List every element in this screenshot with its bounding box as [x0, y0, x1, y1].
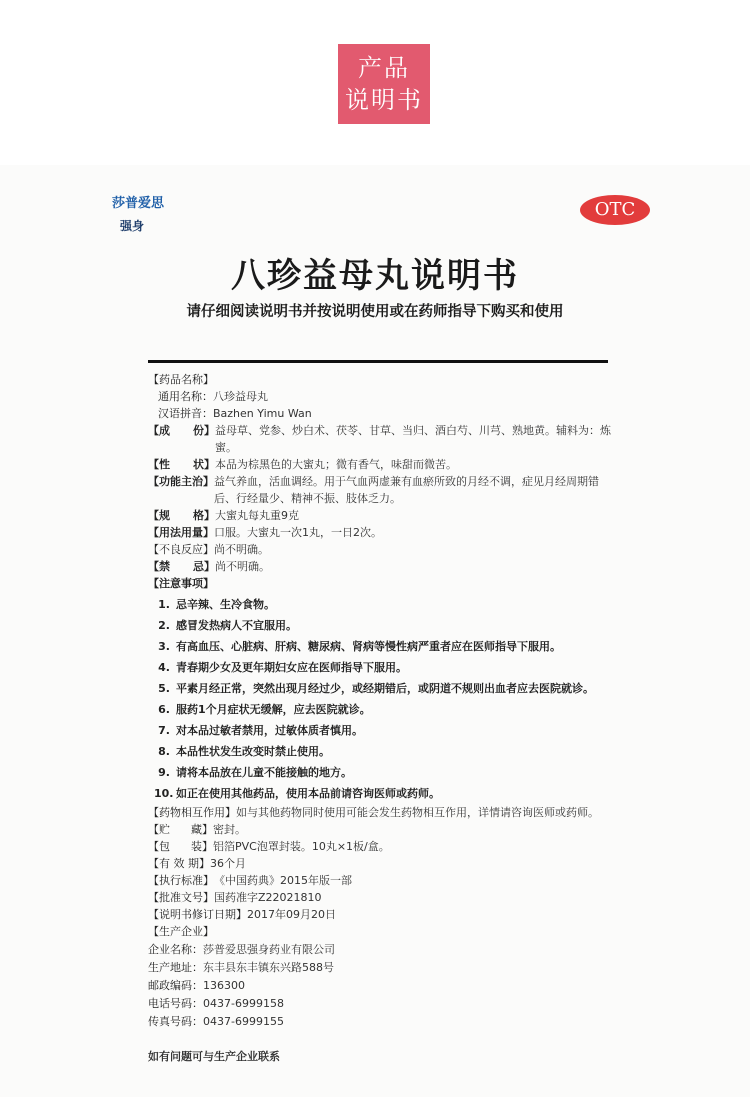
character-row — [148, 456, 618, 473]
interactions-row — [148, 804, 618, 821]
note-item — [148, 701, 618, 718]
section-label: 【执行标准】 — [148, 874, 214, 887]
brand-name: 莎普爱思 — [112, 196, 165, 211]
field-value: 136300 — [203, 979, 245, 992]
document-title: 八珍益母丸说明书 — [231, 256, 519, 296]
note-number: 8. — [158, 745, 170, 758]
badge-line-1: 产品 — [358, 54, 410, 82]
document-subtitle: 请仔细阅读说明书并按说明使用或在药师指导下购买和使用 — [186, 304, 564, 320]
note-item — [148, 743, 618, 760]
spec-row — [148, 507, 618, 524]
badge-line-2: 说明书 — [345, 86, 423, 114]
ingredients-row — [148, 422, 618, 456]
note-text: 青春期少女及更年期妇女应在医师指导下服用。 — [176, 661, 407, 674]
section-label: 【批准文号】 — [148, 891, 214, 904]
manufacturer-block — [148, 941, 618, 1030]
section-value: 《中国药典》2015年版一部 — [214, 874, 352, 887]
company-row — [148, 941, 618, 958]
note-number: 1. — [158, 598, 170, 611]
note-text: 有高血压、心脏病、肝病、糖尿病、肾病等慢性病严重者应在医师指导下服用。 — [176, 640, 561, 653]
field-label: 企业名称： — [148, 943, 203, 956]
note-number: 10. — [154, 787, 174, 800]
section-value: 口服。大蜜丸一次1丸，一日2次。 — [214, 526, 382, 539]
section-label: 【不良反应】 — [148, 543, 214, 556]
address-row — [148, 959, 618, 976]
section-value: 如与其他药物同时使用可能会发生药物相互作用，详情请咨询医师或药师。 — [236, 806, 599, 819]
note-number: 3. — [158, 640, 170, 653]
field-label: 电话号码： — [148, 997, 203, 1010]
contact-note: 如有问题可与生产企业联系 — [148, 1050, 280, 1063]
postcode-row — [148, 977, 618, 994]
section-value: 铝箔PVC泡罩封装。10丸×1板/盒。 — [212, 840, 390, 853]
adverse-row — [148, 541, 618, 558]
contraindications-row — [148, 558, 618, 575]
field-value: 0437-6999158 — [203, 997, 284, 1010]
section-label: 【禁 忌】 — [148, 560, 215, 573]
field-value: 东丰县东丰镇东兴路588号 — [203, 961, 334, 974]
note-text: 平素月经正常，突然出现月经过少，或经期错后，或阴道不规则出血者应去医院就诊。 — [176, 682, 594, 695]
note-text: 本品性状发生改变时禁止使用。 — [176, 745, 330, 758]
notes-heading — [148, 575, 618, 592]
section-value: 密封。 — [212, 823, 246, 836]
note-item — [148, 764, 618, 781]
section-value: 尚不明确。 — [214, 543, 269, 556]
section-label: 【包 装】 — [148, 840, 213, 853]
field-label: 汉语拼音： — [158, 407, 213, 420]
section-value: 36个月 — [210, 857, 246, 870]
note-item — [148, 638, 618, 655]
field-label: 传真号码： — [148, 1015, 203, 1028]
otc-badge: OTC — [580, 195, 650, 225]
fax-row — [148, 1013, 618, 1030]
section-label: 【用法用量】 — [148, 526, 214, 539]
note-text: 忌辛辣、生冷食物。 — [176, 598, 275, 611]
note-item — [148, 785, 618, 802]
note-item — [148, 659, 618, 676]
note-text: 如正在使用其他药品，使用本品前请咨询医师或药师。 — [176, 787, 440, 800]
note-text: 对本品过敏者禁用，过敏体质者慎用。 — [176, 724, 363, 737]
indications-row — [148, 473, 618, 507]
field-label: 通用名称： — [158, 390, 213, 403]
field-value: 八珍益母丸 — [213, 390, 268, 403]
usage-row — [148, 524, 618, 541]
note-text: 感冒发热病人不宜服用。 — [176, 619, 297, 632]
section-value: 益母草、党参、炒白术、茯苓、甘草、当归、酒白芍、川芎、熟地黄。辅料为：炼蜜。 — [214, 424, 611, 454]
field-value: 莎普爱思强身药业有限公司 — [203, 943, 335, 956]
drug-name-heading — [148, 371, 618, 388]
section-label: 【功能主治】 — [148, 475, 214, 488]
note-number: 7. — [158, 724, 170, 737]
standard-row — [148, 872, 618, 889]
field-label: 邮政编码： — [148, 979, 203, 992]
revision-row — [148, 906, 618, 923]
brand-sub: 强身 — [120, 219, 145, 233]
leaflet-body — [148, 371, 618, 1065]
section-label: 【注意事项】 — [148, 577, 214, 590]
section-label: 【说明书修订日期】 — [148, 908, 247, 921]
validity-row — [148, 855, 618, 872]
note-number: 6. — [158, 703, 170, 716]
storage-row — [148, 821, 618, 838]
approval-row — [148, 889, 618, 906]
section-label: 【药物相互作用】 — [148, 806, 236, 819]
section-value: 大蜜丸每丸重9克 — [214, 509, 299, 522]
section-label: 【成 份】 — [148, 424, 215, 437]
note-number: 5. — [158, 682, 170, 695]
package-row — [148, 838, 618, 855]
note-item — [148, 617, 618, 634]
header-divider — [148, 360, 608, 363]
note-number: 4. — [158, 661, 170, 674]
field-label: 生产地址： — [148, 961, 203, 974]
section-value: 本品为棕黑色的大蜜丸；微有香气，味甜而微苦。 — [214, 458, 457, 471]
section-label: 【贮 藏】 — [148, 823, 213, 836]
note-number: 9. — [158, 766, 170, 779]
field-value: 0437-6999155 — [203, 1015, 284, 1028]
section-label: 【有 效 期】 — [148, 857, 210, 870]
product-manual-badge — [338, 44, 430, 124]
section-label: 【药品名称】 — [148, 373, 214, 386]
common-name-row — [148, 388, 618, 405]
section-value: 国药准字Z22021810 — [214, 891, 322, 904]
section-value: 益气养血，活血调经。用于气血两虚兼有血瘀所致的月经不调，症见月经周期错后、行经量少、精神不振、肢体乏力。 — [214, 475, 599, 505]
pinyin-row — [148, 405, 618, 422]
section-value: 尚不明确。 — [214, 560, 270, 573]
note-text: 请将本品放在儿童不能接触的地方。 — [176, 766, 352, 779]
note-text: 服药1个月症状无缓解，应去医院就诊。 — [176, 703, 371, 716]
manufacturer-heading — [148, 923, 618, 940]
note-item — [148, 722, 618, 739]
section-value: 2017年09月20日 — [247, 908, 336, 921]
section-label: 【性 状】 — [148, 458, 215, 471]
phone-row — [148, 995, 618, 1012]
field-value: Bazhen Yimu Wan — [213, 407, 312, 420]
section-label: 【规 格】 — [148, 509, 215, 522]
note-item — [148, 596, 618, 613]
brand-logo — [112, 192, 182, 234]
note-item — [148, 680, 618, 697]
note-number: 2. — [158, 619, 170, 632]
section-label: 【生产企业】 — [148, 925, 214, 938]
